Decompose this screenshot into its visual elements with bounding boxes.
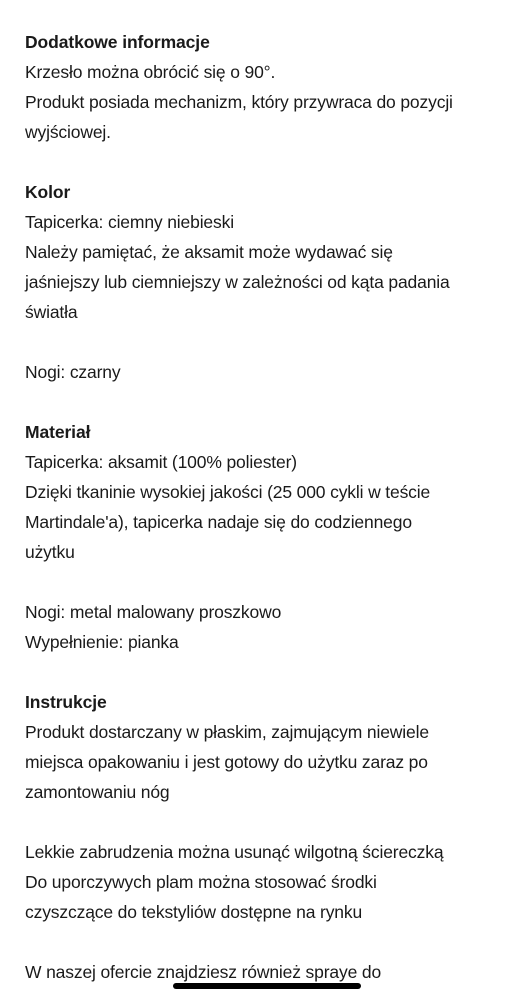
- product-details: [25, 27, 524, 987]
- text-line: [25, 567, 524, 597]
- text-line: użytku: [25, 542, 75, 562]
- text-line: Produkt posiada mechanizm, który przywraca do pozycji: [25, 92, 453, 112]
- section-color: [25, 177, 524, 387]
- text-line: jaśniejszy lub ciemniejszy w zależności od kąta padania: [25, 272, 450, 292]
- section-heading: Instrukcje: [25, 692, 107, 712]
- text-line: miejsca opakowaniu i jest gotowy do użytku zaraz po: [25, 752, 428, 772]
- section-heading: Dodatkowe informacje: [25, 32, 210, 52]
- text-line: Wypełnienie: pianka: [25, 632, 179, 652]
- home-indicator[interactable]: [173, 983, 361, 989]
- spacer: [25, 387, 524, 417]
- section-heading: Kolor: [25, 182, 71, 202]
- text-line: Tapicerka: ciemny niebieski: [25, 212, 234, 232]
- text-line: wyjściowej.: [25, 122, 111, 142]
- text-line: Produkt dostarczany w płaskim, zajmującym niewiele: [25, 722, 429, 742]
- text-line: czyszczące do tekstyliów dostępne na rynku: [25, 902, 363, 922]
- text-line: światła: [25, 302, 78, 322]
- text-line: [25, 807, 524, 837]
- text-line: Tapicerka: aksamit (100% poliester): [25, 452, 297, 472]
- section-instructions: [25, 687, 524, 987]
- text-line: Krzesło można obrócić się o 90°.: [25, 62, 276, 82]
- text-line: Dzięki tkaninie wysokiej jakości (25 000 cykli w teście: [25, 482, 431, 502]
- section-additional-info: [25, 27, 524, 147]
- text-line: Nogi: metal malowany proszkowo: [25, 602, 282, 622]
- text-line: Lekkie zabrudzenia można usunąć wilgotną ściereczką: [25, 842, 444, 862]
- section-heading: Materiał: [25, 422, 91, 442]
- text-line: Nogi: czarny: [25, 362, 121, 382]
- text-line: W naszej ofercie znajdziesz również spraye do: [25, 962, 382, 982]
- text-line: Należy pamiętać, że aksamit może wydawać się: [25, 242, 393, 262]
- text-line: Martindale'a), tapicerka nadaje się do codziennego: [25, 512, 412, 532]
- spacer: [25, 657, 524, 687]
- text-line: Do uporczywych plam można stosować środki: [25, 872, 377, 892]
- text-line: [25, 327, 524, 357]
- text-line: zamontowaniu nóg: [25, 782, 170, 802]
- section-material: [25, 417, 524, 657]
- spacer: [25, 147, 524, 177]
- text-line: [25, 927, 524, 957]
